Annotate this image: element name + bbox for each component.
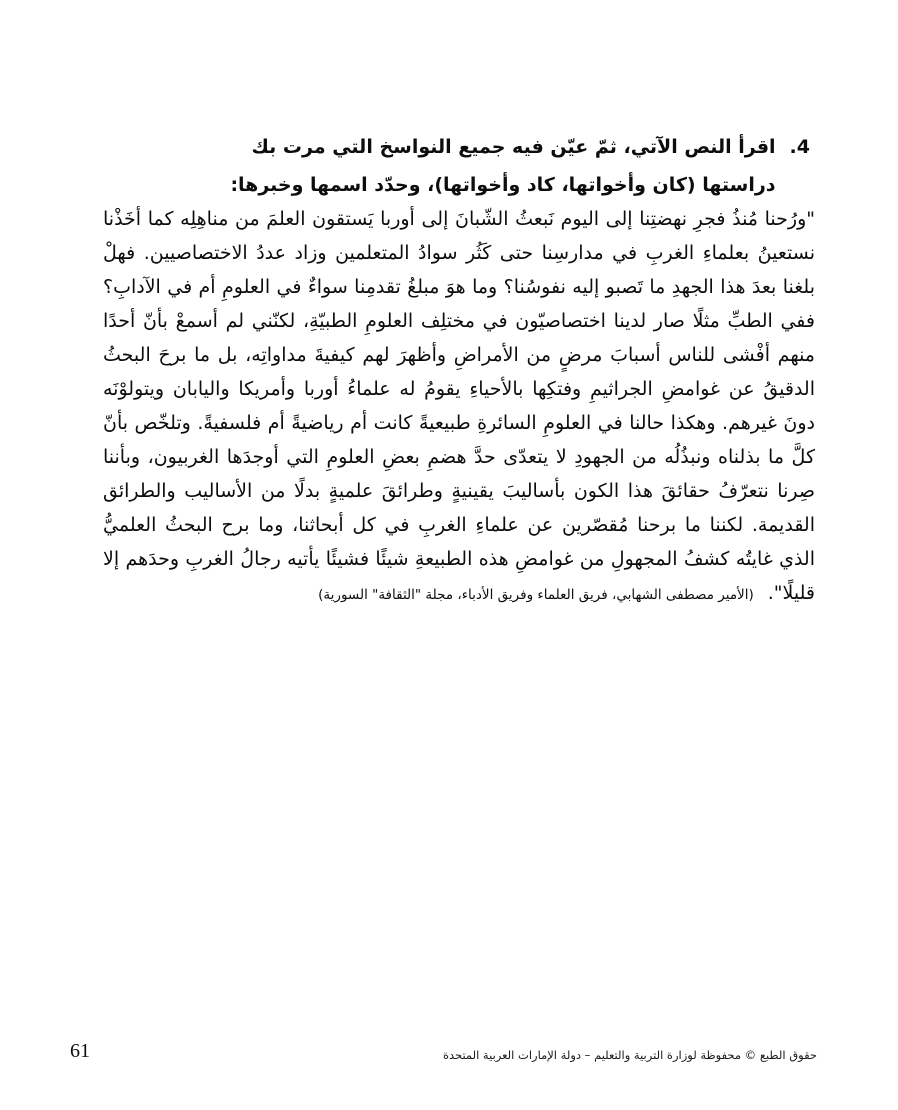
question-text: اقرأ النص الآتي، ثمّ عيّن فيه جميع النواسخ التي مرت بك دراستها (كان وأخواتها، كاد وأخواتها)، وحدّد اسمها وخبرها:: [230, 136, 776, 196]
passage-citation: (الأمير مصطفى الشهابي، فريق العلماء وفريق الأدباء، مجلة "الثقافة" السورية): [318, 587, 754, 603]
question-number: 4.: [789, 136, 810, 158]
page-number: 61: [70, 1040, 90, 1062]
reading-passage: [103, 202, 815, 612]
passage-text: "ورُحنا مُنذُ فجرِ نهضتِنا إلى اليوم نَبعثُ الشّبانَ إلى أوربا يَستقون العلمَ من مناهِلِه كما أخَذْنا نستعينُ بعلماءِ الغربِ في مدارسِنا حتى كَثُر سوادُ المتعلمين وزاد عددُ الاختصاصيين. فهلْ بلغنا بعدَ هذا الجهدِ ما تَصبو إليه نفوسُنا؟ وما هوَ مبلغُ تقدمِنا سواءٌ في العلومِ أم في الآدابِ؟ ففي الطبِّ مثلًا صار لدينا اختصاصيّون في مختلِف العلومِ الطبيّةِ، لكنّني لم أسمعْ بأنّ أحدًا منهم أفْشى للناس أسبابَ مرضٍ من الأمراضِ وأظهرَ لهم كيفيةَ مداواتِه، بل ما برحَ البحثُ الدقيقُ عن غوامضِ الجراثيمِ وفتكِها بالأحياءِ يقومُ له علماءُ أوربا وأمريكا واليابان ويتولوْنَه دونَ غيرهم. وهكذا حالنا في العلومِ السائرةِ طبيعيةً كانت أم رياضيةً أم فلسفيةً. وتلخّص بأنّ كلَّ ما بذلناه ونبذُلُه من الجهودِ لا يتعدّى حدَّ هضمِ بعضِ العلومِ التي أوجدَها الغربيون، وبأننا صِرنا نتعرّفُ حقائقَ هذا الكون بأساليبَ يقينيةٍ وطرائقَ علميةٍ بدلًا من الأساليب والطرائق القديمة. لكننا ما برحنا مُقصّرين عن علماءِ الغربِ في كل أبحاثنا، وما برح البحثُ العلميُّ الذي غايتُه كشفُ المجهولِ من غوامضِ هذه الطبيعةِ شيئًا فشيئًا يأتيه رجالُ الغربِ وحدَهم إلا قليلًا".: [103, 208, 815, 604]
question-heading: [182, 128, 810, 204]
copyright-notice: حقوق الطبع © محفوظة لوزارة التربية والتعليم – دولة الإمارات العربية المتحدة: [442, 1048, 817, 1062]
